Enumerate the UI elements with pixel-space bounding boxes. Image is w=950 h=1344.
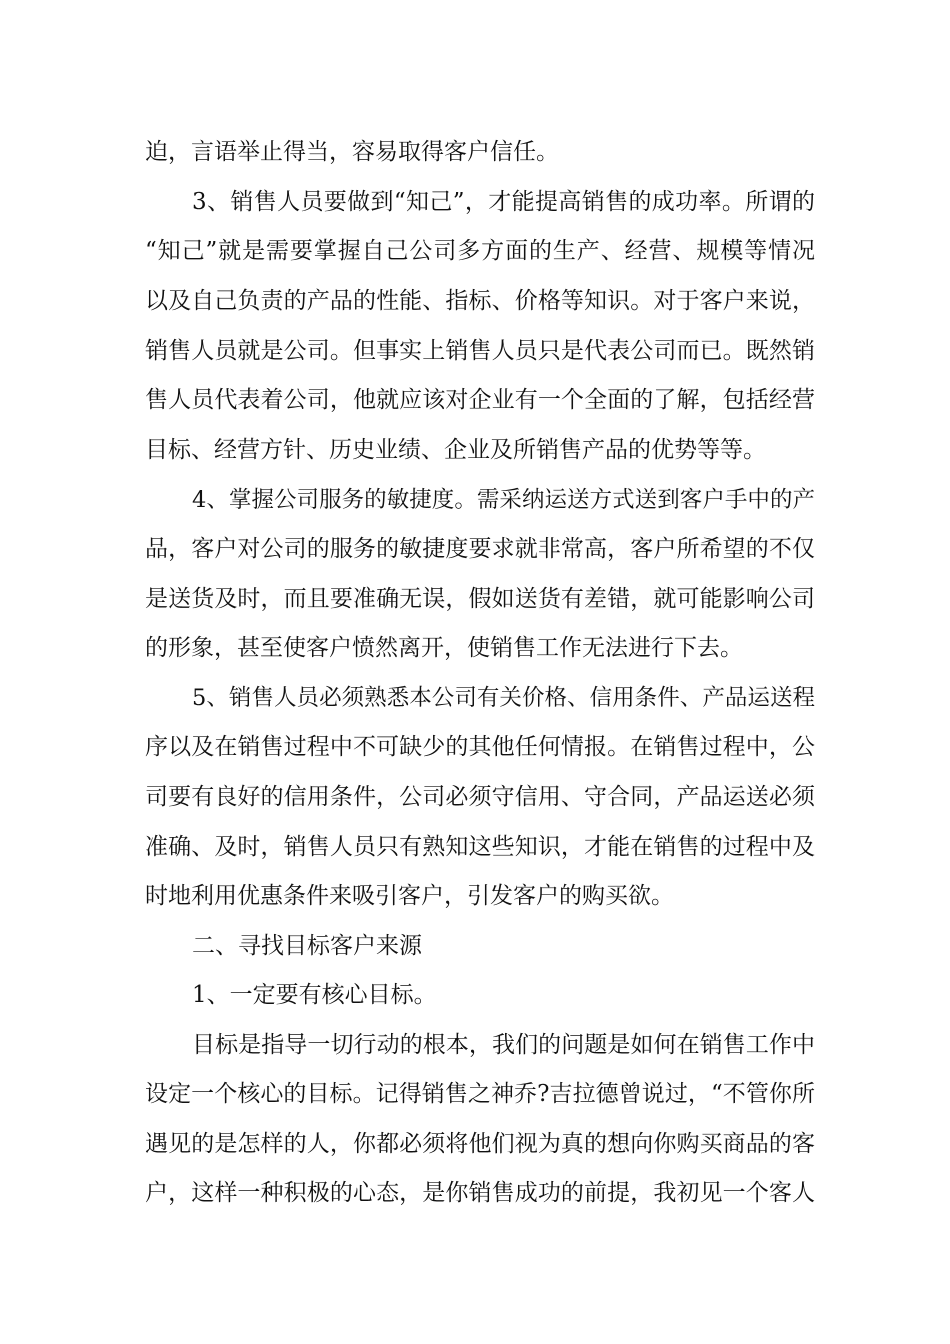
text-line: 时地利用优惠条件来吸引客户，引发客户的购买欲。	[145, 883, 674, 909]
subsection-heading: 1、一定要有核心目标。	[192, 982, 437, 1008]
text-line: 户，这样一种积极的心态，是你销售成功的前提，我初见一个客人	[145, 1180, 815, 1206]
text-line: 序以及在销售过程中不可缺少的其他任何情报。在销售过程中，公	[145, 734, 815, 760]
section-heading: 二、寻找目标客户来源	[192, 933, 422, 959]
text-line: 司要有良好的信用条件，公司必须守信用、守合同，产品运送必须	[145, 784, 815, 810]
text-line: 品，客户对公司的服务的敏捷度要求就非常高，客户所希望的不仅	[145, 536, 815, 562]
text-line: 3、销售人员要做到“知己”，才能提高销售的成功率。所谓的	[192, 189, 815, 215]
text-line: 目标、经营方针、历史业绩、企业及所销售产品的优势等等。	[145, 437, 766, 463]
text-line: 的形象，甚至使客户愤然离开，使销售工作无法进行下去。	[145, 635, 743, 661]
text-line: 售人员代表着公司，他就应该对企业有一个全面的了解，包括经营	[145, 387, 815, 413]
text-line: 迫，言语举止得当，容易取得客户信任。	[145, 139, 559, 165]
text-line: 销售人员就是公司。但事实上销售人员只是代表公司而已。既然销	[145, 338, 815, 364]
text-line: 遇见的是怎样的人，你都必须将他们视为真的想向你购买商品的客	[145, 1131, 815, 1157]
text-line: 目标是指导一切行动的根本，我们的问题是如何在销售工作中	[192, 1032, 815, 1058]
text-line: 5、销售人员必须熟悉本公司有关价格、信用条件、产品运送程	[192, 685, 815, 711]
text-line: “知己”就是需要掌握自己公司多方面的生产、经营、规模等情况	[145, 238, 815, 264]
text-line: 准确、及时，销售人员只有熟知这些知识，才能在销售的过程中及	[145, 834, 815, 860]
text-line: 设定一个核心的目标。记得销售之神乔?吉拉德曾说过，“不管你所	[145, 1081, 815, 1107]
text-line: 是送货及时，而且要准确无误，假如送货有差错，就可能影响公司	[145, 586, 815, 612]
text-line: 以及自己负责的产品的性能、指标、价格等知识。对于客户来说，	[145, 288, 815, 314]
text-line: 4、掌握公司服务的敏捷度。需采纳运送方式送到客户手中的产	[192, 487, 815, 513]
